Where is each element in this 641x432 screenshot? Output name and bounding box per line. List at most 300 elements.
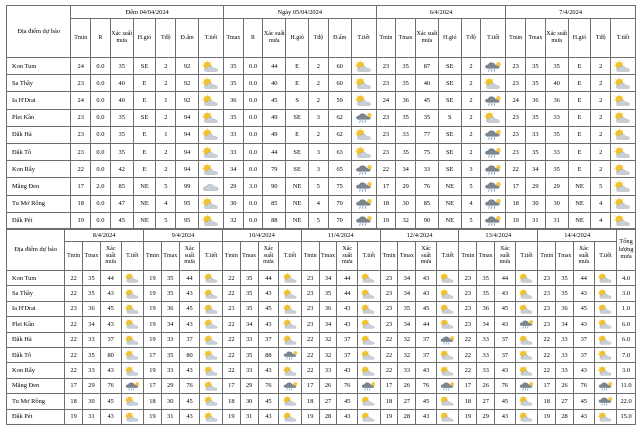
data-cell: 42 (110, 161, 133, 178)
weather-cell (481, 161, 506, 178)
weather-cell (594, 347, 617, 362)
column-header-h-gio: H.gió (133, 19, 156, 58)
data-cell: 35 (396, 58, 416, 75)
cloud-rain-icon (517, 380, 536, 392)
column-header-tdo: Tđộ (591, 19, 611, 58)
data-cell: 43 (100, 317, 121, 332)
sun-cloud-icon (202, 318, 221, 330)
data-cell: 33 (526, 126, 546, 143)
data-cell: 60 (328, 58, 351, 75)
data-cell: 22 (538, 347, 556, 362)
column-header-xac-suat-mua: Xác suất mưa (337, 242, 358, 271)
weather-cell (351, 109, 376, 126)
data-cell: 30 (240, 394, 258, 409)
sun-cloud-icon (438, 303, 457, 315)
column-header-t-tiet: T.tiết (481, 19, 506, 58)
data-cell: 26 (556, 378, 574, 393)
sun-cloud-icon (359, 334, 378, 346)
weather-cell (351, 161, 376, 178)
cloud-rain-icon (482, 214, 504, 227)
sun-cloud-icon (612, 214, 634, 227)
location-column-header: Địa điểm dự báo (7, 6, 71, 58)
weather-cell (611, 161, 636, 178)
column-header-xac-suat-mua: Xác suất mưa (416, 242, 437, 271)
data-cell: 0.0 (243, 126, 263, 143)
cloud-rain-icon (482, 163, 504, 176)
data-cell: 33 (416, 161, 439, 178)
location-name: Kon Tum (7, 58, 71, 75)
data-cell: 63 (328, 143, 351, 160)
data-cell: 19 (71, 212, 91, 229)
weather-cell (594, 301, 617, 316)
data-cell: 33 (545, 109, 568, 126)
data-cell: 43 (495, 286, 516, 301)
data-cell: 30 (545, 195, 568, 212)
data-cell: 33 (477, 347, 495, 362)
cloud-sun-icon (200, 163, 222, 176)
sun-cloud-icon (281, 411, 300, 423)
cloud-rain-icon (482, 146, 504, 159)
data-cell: 40 (110, 75, 133, 92)
data-cell: 62 (328, 126, 351, 143)
sun-cloud-icon (123, 349, 142, 361)
data-cell: 23 (71, 75, 91, 92)
data-cell: 18 (506, 195, 526, 212)
data-cell: 5 (461, 212, 481, 229)
weather-cell (594, 409, 617, 424)
column-header-tmax: Tmax (396, 19, 416, 58)
data-cell: 2 (591, 92, 611, 109)
weather-cell (436, 378, 459, 393)
column-header-xac-suat-mua: Xác suất mưa (179, 242, 200, 271)
data-cell: 33 (223, 126, 243, 143)
weather-cell (200, 332, 223, 347)
data-cell: 80 (100, 347, 121, 362)
sun-cloud-icon (281, 303, 300, 315)
data-cell: 1 (156, 126, 176, 143)
data-cell: 2 (156, 161, 176, 178)
weather-cell (611, 92, 636, 109)
weather-cell (611, 195, 636, 212)
data-cell: 36 (477, 301, 495, 316)
date-header-12-4-2024: 12/4/2024 (380, 229, 459, 242)
data-cell: 2 (156, 109, 176, 126)
data-cell: NE (133, 212, 156, 229)
column-header-tmin: Tmin (222, 242, 240, 271)
data-cell: 44 (573, 271, 594, 286)
table-row (7, 286, 636, 301)
data-cell: 28 (556, 409, 574, 424)
data-cell: 19 (144, 332, 162, 347)
data-cell: 49 (263, 109, 286, 126)
data-cell: 22 (65, 363, 83, 378)
data-cell: 23 (506, 58, 526, 75)
data-cell: 35 (110, 109, 133, 126)
data-cell: 17 (380, 378, 398, 393)
date-header-07: 7/4/2024 (506, 6, 636, 19)
data-cell: 0.0 (91, 212, 111, 229)
data-cell: 19 (538, 409, 556, 424)
table-row (7, 378, 636, 393)
data-cell: 22 (65, 286, 83, 301)
weather-cell (436, 347, 459, 362)
total-rainfall-cell: 7.0 (617, 347, 636, 362)
sun-cloud-icon (281, 288, 300, 300)
data-cell: 45 (100, 301, 121, 316)
weather-cell (351, 75, 376, 92)
sun-cloud-icon (517, 349, 536, 361)
data-cell: E (133, 161, 156, 178)
data-cell: 35 (545, 126, 568, 143)
data-cell: 30 (223, 195, 243, 212)
data-cell: NE (568, 178, 591, 195)
column-header-t-tiet: T.tiết (121, 242, 144, 271)
data-cell: 43 (258, 363, 279, 378)
data-cell: SE (133, 58, 156, 75)
data-cell: 22 (65, 271, 83, 286)
date-header-9-4-2024: 9/4/2024 (144, 229, 223, 242)
data-cell: 94 (176, 143, 199, 160)
weather-cell (611, 75, 636, 92)
data-cell: 44 (337, 286, 358, 301)
weather-cell (611, 212, 636, 229)
data-cell: 47 (110, 195, 133, 212)
data-cell: 35 (240, 347, 258, 362)
location-name: Kon Rẫy (7, 363, 65, 378)
data-cell: 24 (376, 92, 396, 109)
data-cell: 37 (573, 332, 594, 347)
column-header-tmax: Tmax (398, 242, 416, 271)
data-cell: NE (286, 212, 309, 229)
weather-cell (515, 409, 538, 424)
data-cell: 0.0 (91, 109, 111, 126)
column-header-xac-suat-mua: Xác suất mưa (100, 242, 121, 271)
weather-cell (279, 332, 302, 347)
cloud-rain-icon (353, 197, 375, 210)
data-cell: 27 (477, 394, 495, 409)
data-cell: 35 (223, 109, 243, 126)
sun-cloud-icon (517, 411, 536, 423)
data-cell: 35 (110, 143, 133, 160)
location-name: Kon Rẫy (7, 161, 71, 178)
cloud-sun-icon (200, 197, 222, 210)
total-rainfall-cell: 4.0 (617, 271, 636, 286)
weather-cell (351, 143, 376, 160)
cloud-rain-icon (482, 180, 504, 193)
data-cell: 22 (538, 332, 556, 347)
location-column-header: Địa điểm dự báo (7, 229, 65, 271)
data-cell: 26 (477, 378, 495, 393)
data-cell: 22 (459, 363, 477, 378)
sun-cloud-icon (123, 272, 142, 284)
data-cell: 2 (156, 58, 176, 75)
data-cell: 43 (573, 363, 594, 378)
data-cell: 37 (258, 332, 279, 347)
sun-cloud-icon (123, 334, 142, 346)
data-cell: NE (438, 212, 461, 229)
data-cell: 22 (65, 347, 83, 362)
table-row (7, 161, 636, 178)
data-cell: 23 (506, 126, 526, 143)
data-cell: 2 (461, 58, 481, 75)
data-cell: 23 (506, 75, 526, 92)
data-cell: 43 (100, 409, 121, 424)
sun-cloud-icon (517, 365, 536, 377)
data-cell: 43 (495, 363, 516, 378)
column-header-xac-suat-mua: Xác suất mưa (416, 19, 439, 58)
weather-cell (121, 301, 144, 316)
data-cell: 88 (258, 347, 279, 362)
data-cell: 33 (223, 143, 243, 160)
data-cell: 23 (380, 317, 398, 332)
sun-cloud-icon (359, 303, 378, 315)
weather-cell (200, 286, 223, 301)
data-cell: 19 (144, 271, 162, 286)
data-cell: 19 (380, 409, 398, 424)
data-cell: 0.0 (243, 161, 263, 178)
cloud-rain-icon (281, 380, 300, 392)
data-cell: 2 (591, 143, 611, 160)
sun-cloud-icon (202, 334, 221, 346)
data-cell: 76 (337, 378, 358, 393)
data-cell: 36 (526, 92, 546, 109)
data-cell: 35 (240, 286, 258, 301)
data-cell: 4 (591, 212, 611, 229)
data-cell: 23 (71, 126, 91, 143)
data-cell: 2 (309, 58, 329, 75)
location-name: Măng Đen (7, 378, 65, 393)
data-cell: 29 (240, 378, 258, 393)
weather-cell (436, 286, 459, 301)
data-cell: NE (133, 178, 156, 195)
weather-cell (198, 92, 223, 109)
weather-cell (594, 271, 617, 286)
data-cell: 30 (83, 394, 101, 409)
column-header-t-tiet: T.tiết (611, 19, 636, 58)
total-rainfall-cell: 6.0 (617, 332, 636, 347)
data-cell: 2 (309, 126, 329, 143)
data-cell: 23 (71, 109, 91, 126)
location-name: Kon Tum (7, 271, 65, 286)
data-cell: 4 (156, 195, 176, 212)
data-cell: E (286, 75, 309, 92)
data-cell: 18 (222, 394, 240, 409)
data-cell: 40 (110, 92, 133, 109)
weather-cell (358, 271, 381, 286)
sun-cloud-icon (438, 318, 457, 330)
data-cell: 22 (376, 161, 396, 178)
data-cell: 22 (222, 271, 240, 286)
sun-cloud-icon (438, 272, 457, 284)
location-name: Sa Thầy (7, 286, 65, 301)
data-cell: 45 (100, 394, 121, 409)
data-cell: 23 (506, 143, 526, 160)
cloud-rain-icon (517, 318, 536, 330)
data-cell: 3 (461, 161, 481, 178)
data-cell: 35 (319, 286, 337, 301)
sun-cloud-icon (359, 272, 378, 284)
data-cell: E (568, 126, 591, 143)
data-cell: 94 (176, 109, 199, 126)
sun-cloud-icon (353, 77, 375, 90)
data-cell: 45 (416, 394, 437, 409)
cloud-rain-icon (353, 111, 375, 124)
weather-cell (200, 317, 223, 332)
table-row (7, 58, 636, 75)
weather-cell (198, 161, 223, 178)
data-cell: 23 (538, 286, 556, 301)
column-header-tdo: Tđộ (461, 19, 481, 58)
data-cell: SE (438, 58, 461, 75)
data-cell: 43 (337, 409, 358, 424)
data-cell: 59 (328, 92, 351, 109)
data-cell: 44 (495, 271, 516, 286)
data-cell: 35 (161, 286, 179, 301)
weather-cell (279, 394, 302, 409)
data-cell: 2 (591, 58, 611, 75)
cloud-sun-icon (200, 111, 222, 124)
data-cell: NE (438, 195, 461, 212)
data-cell: 85 (110, 178, 133, 195)
sun-cloud-icon (612, 77, 634, 90)
column-header-xac-suat-mua: Xác suất mưa (573, 242, 594, 271)
data-cell: 29 (396, 178, 416, 195)
data-cell: 36 (161, 301, 179, 316)
data-cell: 35 (526, 143, 546, 160)
date-header-day-05: Ngày 05/04/2024 (223, 6, 376, 19)
data-cell: 30 (526, 195, 546, 212)
data-cell: 36 (319, 301, 337, 316)
table-row (7, 409, 636, 424)
data-cell: 79 (263, 161, 286, 178)
data-cell: 43 (179, 363, 200, 378)
weather-cell (594, 363, 617, 378)
weather-cell (198, 58, 223, 75)
data-cell: 36 (545, 92, 568, 109)
data-cell: 27 (319, 394, 337, 409)
column-header-tmin: Tmin (459, 242, 477, 271)
data-cell: 43 (573, 317, 594, 332)
data-cell: 19 (144, 317, 162, 332)
table-row (7, 271, 636, 286)
location-name: Plei Kần (7, 317, 65, 332)
cloud-rain-icon (482, 60, 504, 73)
sun-cloud-icon (202, 365, 221, 377)
data-cell: 18 (301, 394, 319, 409)
cloud-icon (200, 180, 222, 193)
data-cell: 23 (459, 286, 477, 301)
data-cell: 76 (100, 378, 121, 393)
column-header-t-tiet: T.tiết (279, 242, 302, 271)
data-cell: 34 (526, 161, 546, 178)
data-cell: 5 (156, 212, 176, 229)
column-header-xac-suat-mua: Xác suất mưa (545, 19, 568, 58)
sun-cloud-icon (202, 288, 221, 300)
data-cell: NE (286, 178, 309, 195)
sun-cloud-icon (123, 288, 142, 300)
column-header-xac-suat-mua: Xác suất mưa (258, 242, 279, 271)
data-cell: 37 (573, 347, 594, 362)
data-cell: 45 (495, 301, 516, 316)
data-cell: 22 (459, 347, 477, 362)
data-cell: 22 (301, 332, 319, 347)
data-cell: 35 (223, 75, 243, 92)
weather-cell (515, 378, 538, 393)
data-cell: 43 (416, 409, 437, 424)
total-rainfall-cell: 15.0 (617, 409, 636, 424)
weather-cell (200, 409, 223, 424)
data-cell: 19 (459, 409, 477, 424)
data-cell: 18 (380, 394, 398, 409)
sun-cloud-icon (596, 272, 615, 284)
data-cell: 36 (556, 301, 574, 316)
data-cell: SE (438, 92, 461, 109)
data-cell: 4 (309, 195, 329, 212)
data-cell: 76 (495, 378, 516, 393)
data-cell: 45 (263, 92, 286, 109)
sun-cloud-icon (123, 318, 142, 330)
location-name: Đăk Hà (7, 332, 65, 347)
weather-cell (198, 195, 223, 212)
data-cell: 34 (83, 317, 101, 332)
data-cell: 45 (416, 301, 437, 316)
cloud-rain-icon (438, 334, 457, 346)
column-header-tmin: Tmin (538, 242, 556, 271)
data-cell: 92 (176, 58, 199, 75)
data-cell: 43 (495, 317, 516, 332)
data-cell: 0.0 (91, 92, 111, 109)
data-cell: 35 (161, 347, 179, 362)
date-header-06: 6/4/2024 (376, 6, 506, 19)
data-cell: 2.0 (91, 178, 111, 195)
data-cell: 35 (556, 286, 574, 301)
data-cell: S (286, 92, 309, 109)
data-cell: 70 (328, 212, 351, 229)
column-header-r: R (91, 19, 111, 58)
data-cell: 0.0 (91, 126, 111, 143)
data-cell: 33 (83, 332, 101, 347)
column-header-t-tiet: T.tiết (594, 242, 617, 271)
data-cell: 40 (263, 75, 286, 92)
data-cell: 35 (545, 58, 568, 75)
column-header-xac-suat-mua: Xác suất mưa (263, 19, 286, 58)
data-cell: 23 (538, 271, 556, 286)
sun-cloud-icon (482, 77, 504, 90)
weather-cell (200, 394, 223, 409)
location-name: Măng Đen (7, 178, 71, 195)
data-cell: 17 (376, 178, 396, 195)
weather-cell (200, 363, 223, 378)
data-cell: 0.0 (243, 109, 263, 126)
data-cell: 31 (161, 409, 179, 424)
data-cell: 19 (301, 409, 319, 424)
data-cell: 5 (309, 178, 329, 195)
data-cell: E (568, 161, 591, 178)
data-cell: 35 (396, 143, 416, 160)
weather-cell (198, 178, 223, 195)
data-cell: 37 (495, 332, 516, 347)
data-cell: SE (438, 126, 461, 143)
data-cell: 23 (376, 143, 396, 160)
sun-cloud-icon (596, 349, 615, 361)
location-name: Plei Kần (7, 109, 71, 126)
table-row (7, 178, 636, 195)
data-cell: 33 (556, 363, 574, 378)
sun-cloud-icon (612, 94, 634, 107)
weather-cell (481, 92, 506, 109)
weather-cell (481, 212, 506, 229)
sun-cloud-icon (202, 380, 221, 392)
